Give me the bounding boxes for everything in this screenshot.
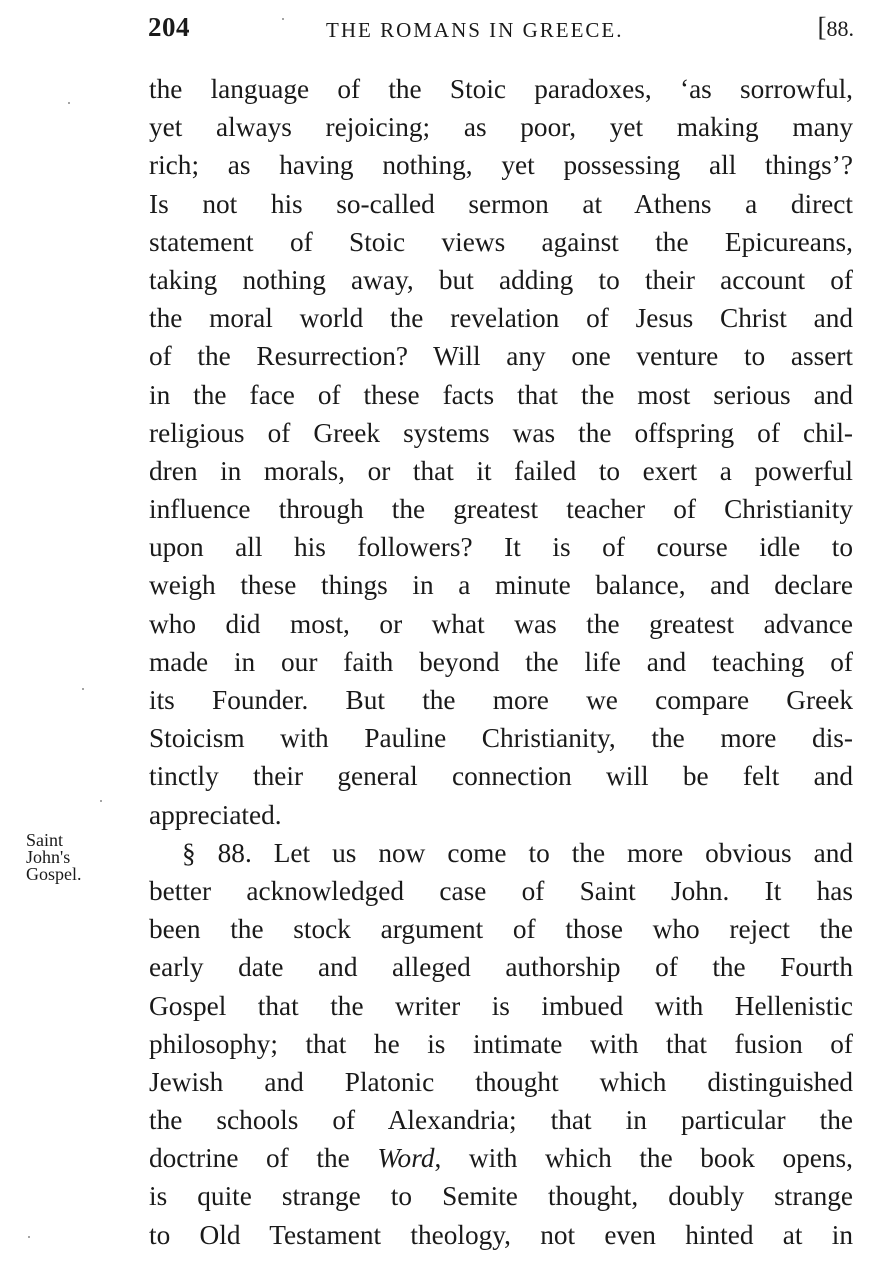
text-line: the moral world the revelation of Jesus Christ and [149, 303, 853, 334]
text-line: been the stock argument of those who reject the [149, 914, 853, 945]
word-line-before: doctrine of the [149, 1143, 378, 1174]
text-line: appreciated. [149, 799, 282, 830]
margin-note-line: Saint [26, 830, 64, 850]
text-line: the schools of Alexandria; that in particular the [149, 1105, 853, 1136]
text-line: made in our faith beyond the life and teaching of [149, 646, 853, 677]
running-head [148, 12, 854, 48]
text-line: upon all his followers? It is of course idle to [149, 532, 853, 563]
page-number: 204 [148, 12, 190, 42]
text-line: Gospel that the writer is imbued with Hellenistic [149, 990, 853, 1021]
print-speck [28, 1236, 30, 1238]
running-title: THE ROMANS IN GREECE. [326, 18, 624, 42]
section-88-opening: § 88. Let us now come to the more obvious and [182, 837, 853, 868]
text-line: philosophy; that he is intimate with that fusion of [149, 1028, 853, 1059]
word-italic: Word [377, 1143, 435, 1174]
margin-note-line: John's [26, 847, 71, 867]
text-line-word [149, 1139, 853, 1177]
text-line: the language of the Stoic paradoxes, ‘as sorrowful, [149, 74, 853, 104]
print-speck [100, 800, 102, 802]
text-line: rich; as having nothing, yet possessing all things’? [149, 150, 853, 181]
text-line: yet always rejoicing; as poor, yet making many [149, 112, 853, 143]
print-speck [68, 102, 70, 104]
section-bracket: [ [817, 12, 827, 42]
text-line: is quite strange to Semite thought, doubly strange [149, 1181, 853, 1212]
text-line: in the face of these facts that the most serious and [149, 379, 853, 410]
text-line: better acknowledged case of Saint John. It has [149, 875, 853, 906]
text-line: tinctly their general connection will be felt and [149, 761, 853, 792]
text-line: influence through the greatest teacher of Christianity [149, 494, 853, 525]
text-line: religious of Greek systems was the offspring of chil- [149, 417, 853, 448]
text-line: who did most, or what was the greatest advance [149, 608, 853, 639]
print-speck [282, 18, 284, 20]
section-reference [818, 12, 855, 43]
text-line: statement of Stoic views against the Epicureans, [149, 226, 853, 257]
print-speck [82, 688, 84, 690]
text-line: taking nothing away, but adding to their account of [149, 264, 853, 295]
word-line-after: , with which the book opens, [434, 1143, 853, 1174]
margin-note [26, 832, 136, 883]
text-line: Jewish and Platonic thought which distinguished [149, 1066, 853, 1097]
text-line: Is not his so-called sermon at Athens a direct [149, 188, 853, 219]
text-line: weigh these things in a minute balance, and declare [149, 570, 853, 601]
body-text [149, 70, 853, 1254]
section-number: 88. [826, 16, 854, 41]
text-line: early date and alleged authorship of the Fourth [149, 952, 853, 983]
text-line: Stoicism with Pauline Christianity, the more dis- [149, 723, 853, 754]
margin-note-line: Gospel. [26, 864, 82, 884]
text-line: to Old Testament theology, not even hinted at in [149, 1219, 853, 1250]
text-line: of the Resurrection? Will any one venture to assert [149, 341, 853, 372]
text-line: its Founder. But the more we compare Greek [149, 685, 853, 715]
text-line: dren in morals, or that it failed to exert a powerful [149, 455, 853, 486]
